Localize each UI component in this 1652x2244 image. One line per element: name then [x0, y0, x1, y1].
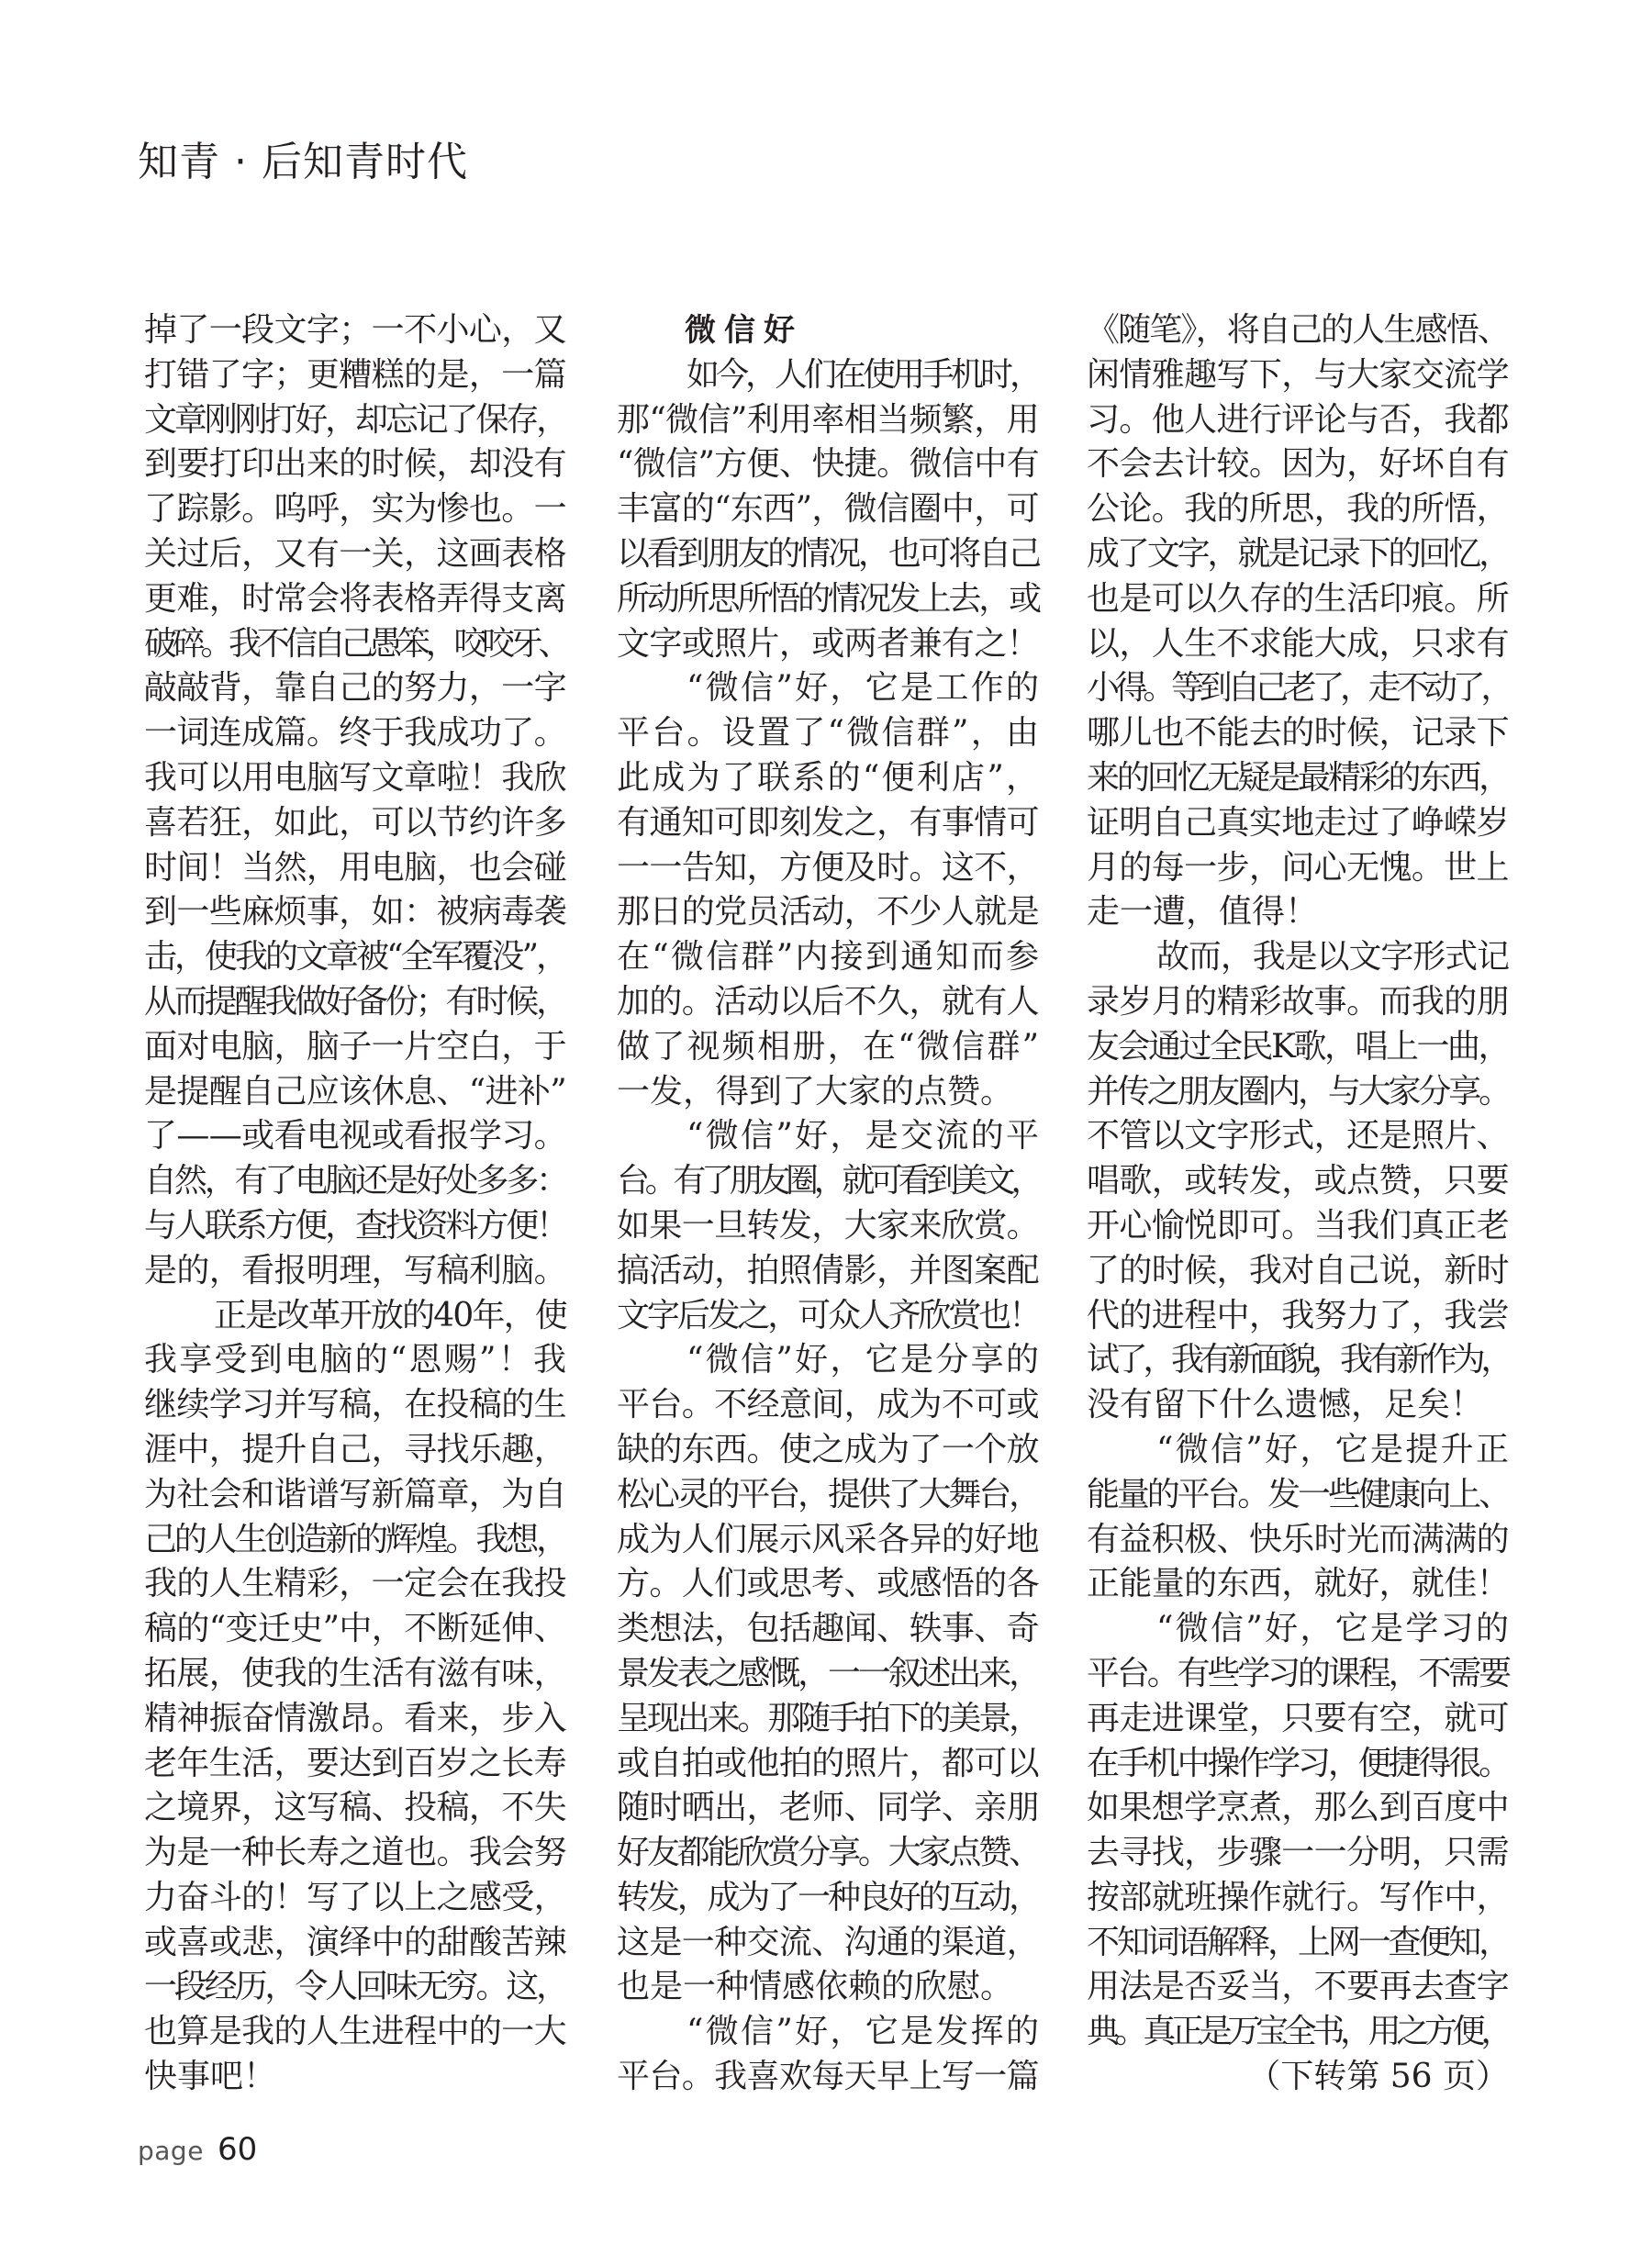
- text-line: 按部就班操作就行。写作中，: [1087, 1878, 1509, 1916]
- text-line: 一一告知，方便及时。这不，: [617, 848, 1039, 887]
- text-line: 我可以用电脑写文章啦！我欣: [144, 758, 566, 797]
- text-line: 哪儿也不能去的时候，记录下: [1087, 714, 1509, 753]
- text-line: 景发表之感慨，一一叙述出来，: [617, 1654, 1039, 1692]
- article-column-2: [617, 308, 1039, 2100]
- text-line: 一词连成篇。终于我成功了。: [144, 714, 566, 753]
- section-title: 知青 · 后知青时代: [138, 139, 468, 185]
- text-line: 平台。不经意间，成为不可或: [617, 1386, 1039, 1424]
- page-footer: [138, 2131, 257, 2168]
- text-line: 做了视频相册，在“微信群”: [617, 1027, 1039, 1066]
- text-line: 有益积极、快乐时光而满满的: [1087, 1520, 1509, 1558]
- text-line: 证明自己真实地走过了峥嵘岁: [1087, 803, 1509, 842]
- text-line: 呈现出来。那随手拍下的美景，: [617, 1699, 1039, 1737]
- text-line: 唱歌，或转发，或点赞，只要: [1087, 1162, 1509, 1200]
- text-line: 那日的党员活动，不少人就是: [617, 893, 1039, 932]
- text-line: 稿的“变迁史”中，不断延伸、: [144, 1610, 566, 1648]
- text-line: “微信”好，它是发挥的: [686, 2013, 1039, 2051]
- text-line: 所动所思所悟的情况发上去，或: [617, 579, 1039, 618]
- text-line: 那“微信”利用率相当频繁，用: [617, 400, 1039, 439]
- text-line: 丰富的“东西”，微信圈中，可: [617, 490, 1039, 529]
- text-line: 公论。我的所思，我的所悟，: [1087, 490, 1509, 529]
- text-line: 来的回忆无疑是最精彩的东西，: [1087, 758, 1509, 797]
- text-line: 敲敲背，靠自己的努力，一字: [144, 669, 566, 708]
- article-column-3: [1087, 308, 1509, 2100]
- text-line: 闲情雅趣写下，与大家交流学: [1087, 355, 1509, 394]
- text-line: 如今，人们在使用手机时，: [686, 355, 1039, 394]
- text-line: 到一些麻烦事，如：被病毒袭: [144, 893, 566, 932]
- text-line: 如果想学烹煮，那么到百度中: [1087, 1789, 1509, 1827]
- text-line: 不知词语解释，上网一查便知，: [1087, 1923, 1509, 1961]
- text-line: “微信”好，它是提升正: [1156, 1430, 1509, 1468]
- text-line: 也是一种情感依赖的欣慰。: [617, 1968, 1014, 2006]
- text-line: 掉了一段文字；一不小心，又: [144, 311, 566, 349]
- text-line: 了踪影。呜呼，实为惨也。一: [144, 490, 566, 529]
- text-line: 习。他人进行评论与否，我都: [1087, 400, 1509, 439]
- text-line: 此成为了联系的“便利店”，: [617, 758, 1039, 797]
- text-line: 己的人生创造新的辉煌。我想，: [144, 1520, 566, 1558]
- text-line: 也算是我的人生进程中的一大: [144, 2013, 566, 2051]
- text-line: 试了，我有新面貌，我有新作为，: [1087, 1341, 1509, 1379]
- text-line: 如果一旦转发，大家来欣赏。: [617, 1206, 1039, 1245]
- text-line: 随时晒出，老师、同学、亲朋: [617, 1789, 1039, 1827]
- page-label: page: [138, 2136, 204, 2166]
- text-line: “微信”好，它是分享的: [686, 1341, 1039, 1379]
- text-line: 为是一种长寿之道也。我会努: [144, 1834, 566, 1872]
- text-line: 正能量的东西，就好，就佳！: [1087, 1565, 1509, 1603]
- text-line: 文字或照片，或两者兼有之！: [617, 624, 1039, 663]
- text-line: 有通知可即刻发之，有事情可: [617, 803, 1039, 842]
- text-line: 并传之朋友圈内，与大家分享。: [1087, 1072, 1509, 1111]
- text-line: 时间！当然，用电脑，也会碰: [144, 848, 566, 887]
- text-line: 能量的平台。发一些健康向上、: [1087, 1475, 1509, 1513]
- text-line: 没有留下什么遗憾，足矣！: [1087, 1386, 1484, 1424]
- text-line: 一发，得到了大家的点赞。: [617, 1072, 1014, 1111]
- text-line: 打错了字；更糟糕的是，一篇: [144, 355, 566, 394]
- text-line: 继续学习并写稿，在投稿的生: [144, 1386, 566, 1424]
- text-line: 了的时候，我对自己说，新时: [1087, 1251, 1509, 1289]
- text-line: 不会去计较。因为，好坏自有: [1087, 445, 1509, 484]
- text-line: 月的每一步，问心无愧。世上: [1087, 848, 1509, 887]
- text-line: 涯中，提升自己，寻找乐趣，: [144, 1430, 566, 1468]
- text-line: 快事吧！: [144, 2058, 277, 2096]
- text-line: “微信”好，是交流的平: [686, 1117, 1039, 1155]
- text-line: 平台。设置了“微信群”，由: [617, 714, 1039, 753]
- text-line: 转发，成为了一种良好的互动，: [617, 1878, 1039, 1916]
- text-line: 平台。我喜欢每天早上写一篇: [617, 2058, 1039, 2096]
- text-line: 这是一种交流、沟通的渠道，: [617, 1923, 1039, 1961]
- text-line: 在“微信群”内接到通知而参: [617, 938, 1039, 977]
- text-line: “微信”方便、快捷。微信中有: [617, 445, 1039, 484]
- page-number: 60: [218, 2131, 258, 2168]
- text-line: 之境界，这写稿、投稿，不失: [144, 1789, 566, 1827]
- text-line: 文章刚刚打好，却忘记了保存，: [144, 400, 566, 439]
- text-line: 从而提醒我做好备份；有时候，: [144, 982, 566, 1021]
- text-line: 故而，我是以文字形式记: [1156, 938, 1509, 977]
- section-heading: 微信好: [685, 312, 803, 349]
- text-line: 平台。有些学习的课程，不需要: [1087, 1654, 1509, 1692]
- text-line: 去寻找，步骤一一分明，只需: [1087, 1834, 1509, 1872]
- text-line: 代的进程中，我努力了，我尝: [1087, 1296, 1509, 1334]
- article-column-1: [144, 308, 566, 2100]
- text-line: “微信”好，它是学习的: [1156, 1610, 1509, 1648]
- text-line: 是的，看报明理，写稿利脑。: [144, 1251, 566, 1289]
- text-line: 力奋斗的！写了以上之感受，: [144, 1878, 566, 1916]
- text-line: 方。人们或思考、或感悟的各: [617, 1565, 1039, 1603]
- text-line: 或喜或悲，演绎中的甜酸苦辣: [144, 1923, 566, 1961]
- text-line: 喜若狂，如此，可以节约许多: [144, 803, 566, 842]
- text-line: 友会通过全民K歌，唱上一曲，: [1087, 1027, 1509, 1066]
- continued-on-page-note: （下转第 56 页）: [1247, 2058, 1509, 2096]
- text-line: 成为人们展示风采各异的好地: [617, 1520, 1039, 1558]
- text-line: 一段经历，令人回味无穷。这，: [144, 1968, 566, 2006]
- text-line: 精神振奋情激昂。看来，步入: [144, 1699, 566, 1737]
- text-line: 以看到朋友的情况，也可将自己: [617, 534, 1039, 573]
- text-line: 击，使我的文章被“全军覆没”，: [144, 938, 566, 977]
- text-line: 录岁月的精彩故事。而我的朋: [1087, 982, 1509, 1021]
- text-line: “微信”好，它是工作的: [686, 669, 1039, 708]
- text-line: 自然，有了电脑还是好处多多：: [144, 1162, 566, 1200]
- text-line: 老年生活，要达到百岁之长寿: [144, 1744, 566, 1782]
- text-line: 好友都能欣赏分享。大家点赞、: [617, 1834, 1039, 1872]
- text-line: 我的人生精彩，一定会在我投: [144, 1565, 566, 1603]
- text-line: 走一遭，值得！: [1087, 893, 1319, 932]
- text-line: 台。有了朋友圈，就可看到美文，: [617, 1162, 1039, 1200]
- text-line: 松心灵的平台，提供了大舞台，: [617, 1475, 1039, 1513]
- text-line: 类想法，包括趣闻、轶事、奇: [617, 1610, 1039, 1648]
- text-line: 《随笔》，将自己的人生感悟、: [1087, 311, 1509, 349]
- text-line: 到要打印出来的时候，却没有: [144, 445, 566, 484]
- text-line: 也是可以久存的生活印痕。所: [1087, 579, 1509, 618]
- text-line: 在手机中操作学习，便捷得很。: [1087, 1744, 1509, 1782]
- text-line: 缺的东西。使之成为了一个放: [617, 1430, 1039, 1468]
- text-line: 小得。等到自己老了，走不动了，: [1087, 669, 1509, 708]
- text-line: 成了文字，就是记录下的回忆，: [1087, 534, 1509, 573]
- text-line: 搞活动，拍照倩影，并图案配: [617, 1251, 1039, 1289]
- text-line: 破碎。我不信自己愚笨，咬咬牙、: [144, 624, 566, 663]
- text-line: 开心愉悦即可。当我们真正老: [1087, 1206, 1509, 1245]
- text-line: 正是改革开放的40年，使: [214, 1296, 566, 1334]
- text-line: 文字后发之，可众人齐欣赏也！: [617, 1296, 1039, 1334]
- text-line: 为社会和谐谱写新篇章，为自: [144, 1475, 566, 1513]
- text-line: 或自拍或他拍的照片，都可以: [617, 1744, 1039, 1782]
- text-line: 典。真正是万宝全书，用之方便，: [1087, 2013, 1509, 2051]
- text-line: 不管以文字形式，还是照片、: [1087, 1117, 1509, 1155]
- text-line: 关过后，又有一关，这画表格: [144, 534, 566, 573]
- text-line: 是提醒自己应该休息、“进补”: [144, 1072, 566, 1111]
- text-line: 我享受到电脑的“恩赐”！我: [144, 1341, 566, 1379]
- text-line: 与人联系方便，查找资料方便！: [144, 1206, 566, 1245]
- text-line: 加的。活动以后不久，就有人: [617, 982, 1039, 1021]
- text-line: 用法是否妥当，不要再去查字: [1087, 1968, 1509, 2006]
- text-line: 更难，时常会将表格弄得支离: [144, 579, 566, 618]
- text-line: 以，人生不求能大成，只求有: [1087, 624, 1509, 663]
- text-line: 面对电脑，脑子一片空白，于: [144, 1027, 566, 1066]
- text-line: 了——或看电视或看报学习。: [144, 1117, 566, 1155]
- text-line: 拓展，使我的生活有滋有味，: [144, 1654, 566, 1692]
- text-line: 再走进课堂，只要有空，就可: [1087, 1699, 1509, 1737]
